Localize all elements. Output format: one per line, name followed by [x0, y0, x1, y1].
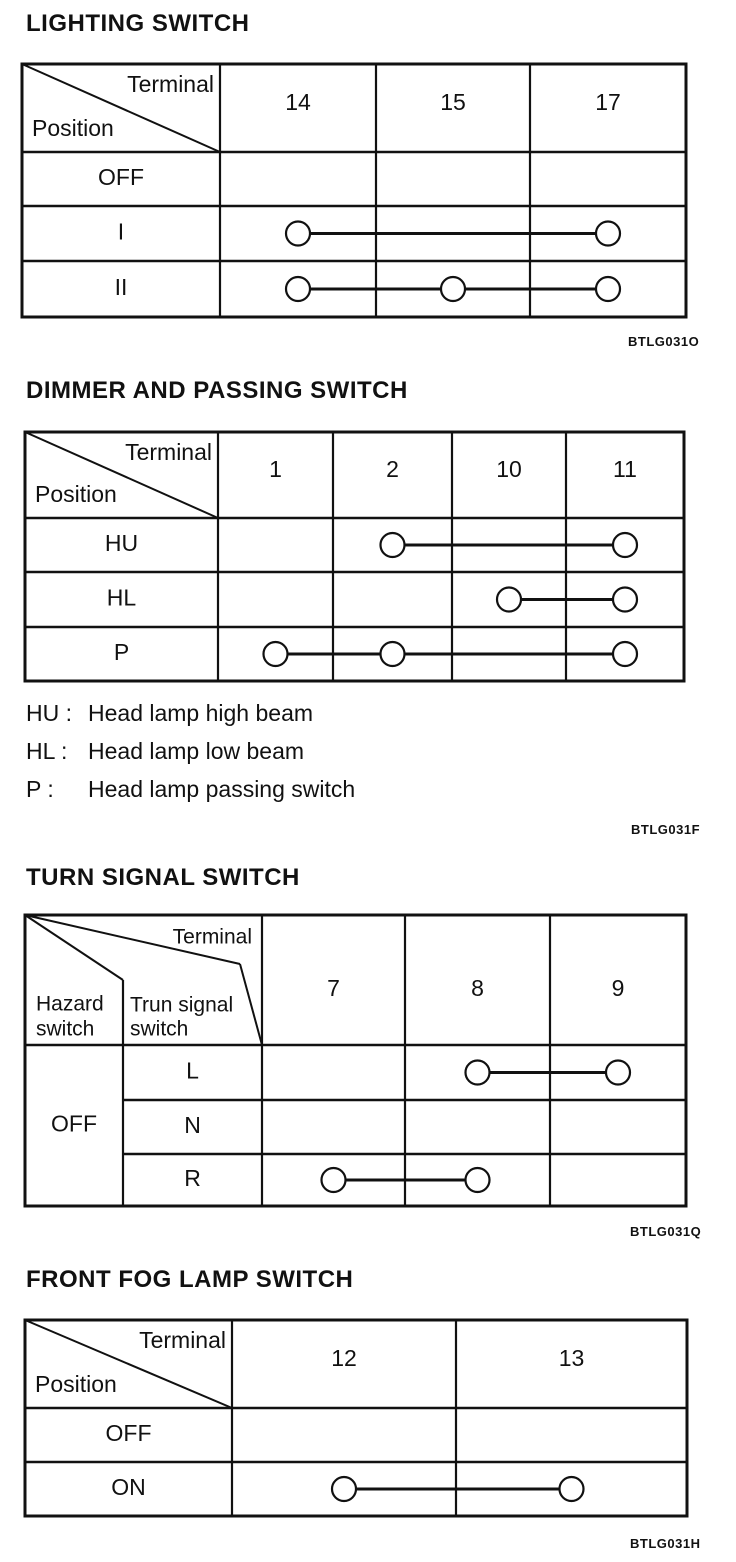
lighting-terminal-label-14: 14 — [285, 89, 311, 116]
dimmer-connection-2-terminal-0 — [264, 642, 288, 666]
lighting-figure-code: BTLG031O — [628, 334, 700, 349]
fog-lamp-switch-title: FRONT FOG LAMP SWITCH — [26, 1266, 354, 1293]
dimmer-connection-0-terminal-0 — [381, 533, 405, 557]
fog-terminal-label-13: 13 — [558, 1345, 585, 1372]
lighting-terminal-label-15: 15 — [440, 89, 466, 116]
dimmer-connection-0-terminal-1 — [613, 533, 637, 557]
turn-connection-0-terminal-1 — [606, 1061, 630, 1085]
dimmer-position-label-0: HU — [104, 530, 139, 557]
dimmer-switch-title: DIMMER AND PASSING SWITCH — [26, 377, 408, 404]
turn-connection-2-terminal-1 — [466, 1168, 490, 1192]
dimmer-terminal-label-1: 1 — [269, 456, 282, 483]
fog-connection-1-terminal-0 — [332, 1477, 356, 1501]
turn-terminal-label-7: 7 — [327, 975, 340, 1002]
fog-position-label-0: OFF — [105, 1420, 152, 1447]
lighting-switch-title: LIGHTING SWITCH — [26, 10, 250, 37]
dimmer-position-label-1: HL — [106, 584, 137, 611]
lighting-position-label-2: II — [114, 274, 128, 301]
fog-position-label-1: ON — [111, 1474, 146, 1501]
legend-p-key: P : — [26, 776, 54, 802]
dimmer-position-label-2: P — [113, 639, 130, 666]
legend-hl-text: Head lamp low beam — [88, 738, 305, 764]
turn-signal-switch-title: TURN SIGNAL SWITCH — [26, 864, 300, 891]
dimmer-connection-1-terminal-1 — [613, 588, 637, 612]
fog-connection-1-terminal-1 — [560, 1477, 584, 1501]
lighting-connection-2-terminal-0 — [286, 277, 310, 301]
turn-turn-label-2: switch — [130, 1017, 189, 1041]
turn-position-label-0: L — [186, 1057, 199, 1084]
lighting-position-label-1: I — [117, 218, 125, 245]
turn-hazard-value: OFF — [51, 1110, 97, 1137]
fog-corner-terminal-label: Terminal — [139, 1327, 226, 1354]
lighting-connection-2-terminal-2 — [596, 277, 620, 301]
lighting-terminal-label-17: 17 — [595, 89, 621, 116]
legend-hu-text: Head lamp high beam — [88, 700, 314, 726]
fog-corner-position-label: Position — [35, 1371, 117, 1398]
dimmer-connection-1-terminal-0 — [497, 588, 521, 612]
legend-hl-key: HL : — [26, 738, 68, 764]
dimmer-corner-terminal-label: Terminal — [125, 439, 212, 466]
lighting-corner-terminal-label: Terminal — [127, 71, 214, 98]
dimmer-corner-position-label: Position — [35, 481, 117, 508]
turn-turn-label-1: Trun signal — [130, 993, 234, 1017]
dimmer-terminal-label-10: 10 — [496, 456, 522, 483]
turn-hazard-diagonal — [25, 915, 123, 980]
turn-turn-diagonal-b — [240, 964, 262, 1045]
turn-hazard-label-1: Hazard — [36, 992, 104, 1016]
lighting-position-label-0: OFF — [98, 164, 144, 191]
legend-p-text: Head lamp passing switch — [88, 776, 356, 802]
legend-hu-key: HU : — [26, 700, 72, 726]
lighting-connection-1-terminal-1 — [596, 222, 620, 246]
turn-connection-0-terminal-0 — [466, 1061, 490, 1085]
dimmer-connection-2-terminal-1 — [381, 642, 405, 666]
fog-figure-code: BTLG031H — [630, 1536, 701, 1551]
lighting-connection-1-terminal-0 — [286, 222, 310, 246]
turn-terminal-label-8: 8 — [471, 975, 484, 1002]
turn-table-border — [25, 915, 686, 1206]
turn-figure-code: BTLG031Q — [630, 1224, 702, 1239]
turn-terminal-label-9: 9 — [611, 975, 625, 1002]
turn-hazard-label-2: switch — [36, 1017, 95, 1041]
turn-connection-2-terminal-0 — [322, 1168, 346, 1192]
dimmer-figure-code: BTLG031F — [631, 822, 701, 837]
turn-corner-terminal-label: Terminal — [172, 925, 252, 949]
fog-terminal-label-12: 12 — [331, 1345, 357, 1372]
turn-position-label-2: R — [184, 1165, 201, 1192]
dimmer-terminal-label-11: 11 — [613, 456, 637, 483]
turn-position-label-1: N — [184, 1112, 201, 1139]
dimmer-connection-2-terminal-2 — [613, 642, 637, 666]
dimmer-terminal-label-2: 2 — [386, 456, 399, 483]
lighting-connection-2-terminal-1 — [441, 277, 465, 301]
lighting-corner-position-label: Position — [32, 115, 114, 142]
